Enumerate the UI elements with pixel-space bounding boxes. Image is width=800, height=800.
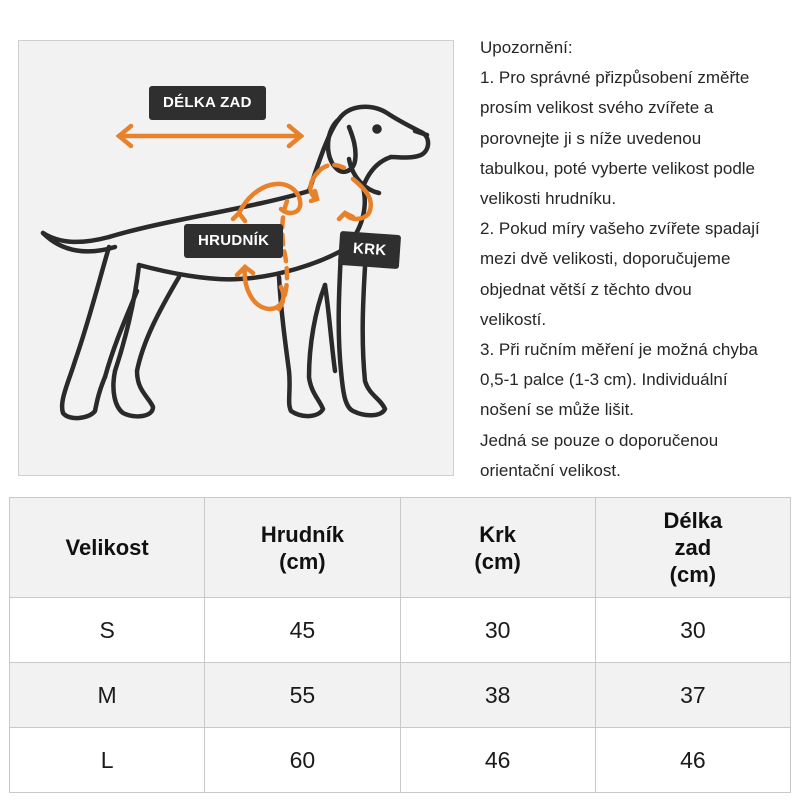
notice-heading: Upozornění:: [480, 38, 573, 57]
table-header-row: [10, 498, 791, 598]
notice-line: 3. Při ručním měření je možná chyba: [480, 340, 758, 360]
cell-back-length: 46: [595, 728, 790, 793]
notice-line: 0,5-1 palce (1-3 cm). Individuální: [480, 370, 728, 390]
table-row: [10, 663, 791, 728]
cell-chest: 45: [205, 598, 400, 663]
notice-line: velikosti hrudníku.: [480, 189, 617, 209]
back-length-label: DÉLKA ZAD: [149, 86, 266, 120]
notice-line: Jedná se pouze o doporučenou: [480, 430, 719, 450]
measurement-arrows: [119, 126, 371, 309]
chest-arrow-top: [239, 184, 300, 213]
notice-line: objednat větší z těchto dvou: [480, 279, 692, 299]
cell-size: M: [10, 663, 205, 728]
cell-chest: 55: [205, 663, 400, 728]
neck-label: KRK: [338, 231, 402, 269]
notice-line: prosím velikost svého zvířete a: [480, 98, 714, 118]
cell-chest: 60: [205, 728, 400, 793]
size-chart-table: [9, 497, 791, 793]
column-header-back-length: Délka zad (cm): [595, 498, 790, 598]
table-row: [10, 598, 791, 663]
notice-line: velikostí.: [480, 309, 547, 329]
cell-back-length: 37: [595, 663, 790, 728]
notice-line: 1. Pro správné přizpůsobení změřte: [480, 68, 750, 88]
notice-line: nošení se může lišit.: [480, 400, 635, 420]
notice-line: porovnejte ji s níže uvedenou: [480, 128, 702, 148]
cell-neck: 30: [400, 598, 595, 663]
column-header-neck: Krk (cm): [400, 498, 595, 598]
cell-back-length: 30: [595, 598, 790, 663]
cell-neck: 46: [400, 728, 595, 793]
column-header-chest: Hrudník (cm): [205, 498, 400, 598]
chest-label: HRUDNÍK: [184, 224, 283, 258]
cell-size: L: [10, 728, 205, 793]
notice-line: mezi dvě velikosti, doporučujeme: [480, 249, 731, 269]
cell-neck: 38: [400, 663, 595, 728]
dog-measurement-illustration: [18, 40, 454, 476]
notice-line: orientační velikost.: [480, 460, 621, 480]
notice-line: tabulkou, poté vyberte velikost podle: [480, 158, 756, 178]
size-notice: [480, 33, 798, 486]
column-header-size: Velikost: [10, 498, 205, 598]
cell-size: S: [10, 598, 205, 663]
notice-line: 2. Pokud míry vašeho zvířete spadají: [480, 219, 760, 239]
table-row: [10, 728, 791, 793]
